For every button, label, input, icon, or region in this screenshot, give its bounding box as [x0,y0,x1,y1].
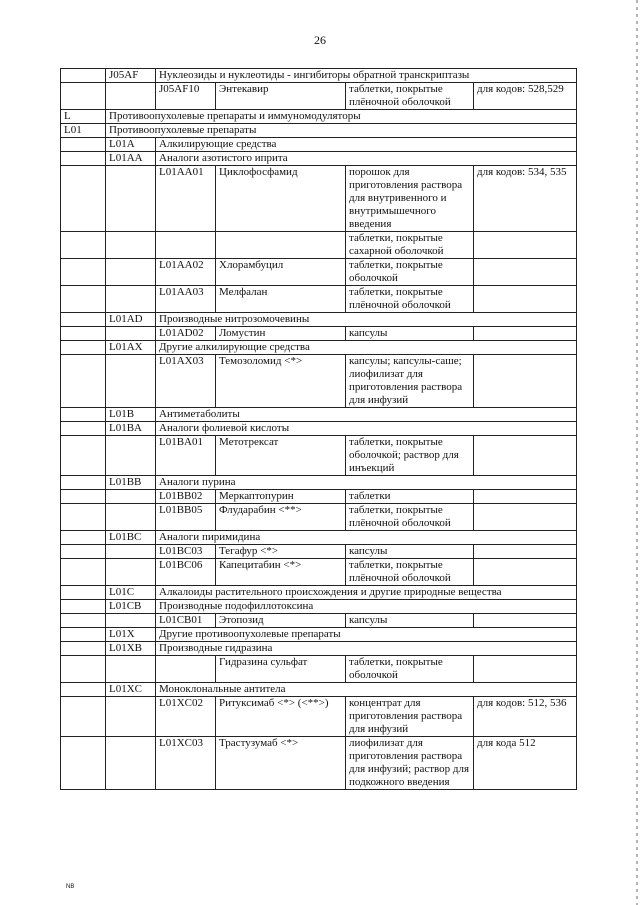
cell-c0 [61,138,106,152]
cell-c0 [61,600,106,614]
cell-c4: капсулы [346,545,474,559]
cell-c5 [474,355,577,408]
cell-c2: L01XC03 [156,737,216,790]
table-row [61,408,577,422]
table-row [61,559,577,586]
drug-table [60,68,577,790]
cell-c0 [61,232,106,259]
table-row [61,138,577,152]
cell-c3: Темозоломид <*> [216,355,346,408]
cell-c0 [61,545,106,559]
cell-c1 [106,327,156,341]
cell-c1 [106,559,156,586]
table-row [61,152,577,166]
cell-c2: L01AX03 [156,355,216,408]
cell-c5 [474,504,577,531]
cell-c1 [106,504,156,531]
cell-c3: Этопозид [216,614,346,628]
cell-c4: таблетки, покрытые оболочкой; раствор для инъекций [346,436,474,476]
cell-c0 [61,683,106,697]
cell-c0 [61,83,106,110]
cell-c3: Хлорамбуцил [216,259,346,286]
cell-c4: таблетки, покрытые оболочкой [346,259,474,286]
cell-c0 [61,436,106,476]
cell-c0: L01 [61,124,106,138]
cell-c3: Ритуксимаб <*> (<**>) [216,697,346,737]
cell-c2: L01BC03 [156,545,216,559]
cell-c1: L01XC [106,683,156,697]
cell-c4: лиофилизат для приготовления раствора для инфузий; раствор для подкожного введения [346,737,474,790]
cell-c1 [106,355,156,408]
cell-c2: L01AA01 [156,166,216,232]
page-number: 26 [314,33,326,47]
group-title-cell: Производные гидразина [156,642,577,656]
cell-c5 [474,490,577,504]
cell-c0 [61,642,106,656]
cell-c3: Метотрексат [216,436,346,476]
cell-c5 [474,259,577,286]
cell-c4: капсулы [346,327,474,341]
group-title-cell: Аналоги фолиевой кислоты [156,422,577,436]
cell-c0 [61,422,106,436]
cell-c0 [61,286,106,313]
table-row [61,697,577,737]
table-row [61,69,577,83]
cell-c4: таблетки, покрытые плёночной оболочкой [346,504,474,531]
cell-c1: L01BC [106,531,156,545]
cell-c0 [61,614,106,628]
cell-c0 [61,166,106,232]
table-row [61,232,577,259]
cell-c2: L01BA01 [156,436,216,476]
cell-c1 [106,286,156,313]
cell-c3: Ломустин [216,327,346,341]
table-row [61,110,577,124]
cell-c3: Гидразина сульфат [216,656,346,683]
cell-c5 [474,286,577,313]
table-row [61,124,577,138]
page-edge [636,0,638,905]
table-row [61,504,577,531]
cell-c2 [156,656,216,683]
cell-c1 [106,614,156,628]
cell-c3: Меркаптопурин [216,490,346,504]
cell-c3 [216,232,346,259]
cell-c1: J05AF [106,69,156,83]
cell-c3: Мелфалан [216,286,346,313]
group-title-cell: Антиметаболиты [156,408,577,422]
table-row [61,327,577,341]
group-title-cell: Другие противоопухолевые препараты [156,628,577,642]
cell-c1 [106,656,156,683]
cell-c2: J05AF10 [156,83,216,110]
table-row [61,656,577,683]
table-row [61,642,577,656]
group-title-cell: Алкалоиды растительного происхождения и другие природные вещества [156,586,577,600]
cell-c1: L01X [106,628,156,642]
cell-c4: таблетки, покрытые плёночной оболочкой [346,559,474,586]
cell-c0 [61,259,106,286]
cell-c1: L01XB [106,642,156,656]
cell-c0 [61,737,106,790]
cell-c2: L01AA02 [156,259,216,286]
cell-c1: L01CB [106,600,156,614]
table-row [61,737,577,790]
cell-c2: L01BB02 [156,490,216,504]
group-title-cell: Аналоги пиримидина [156,531,577,545]
cell-c2: L01BC06 [156,559,216,586]
cell-c5 [474,232,577,259]
cell-c5: для кодов: 534, 535 [474,166,577,232]
cell-c1: L01BA [106,422,156,436]
cell-c1 [106,697,156,737]
cell-c0 [61,490,106,504]
table-row [61,355,577,408]
table-row [61,545,577,559]
cell-c1: L01BB [106,476,156,490]
cell-c1 [106,83,156,110]
cell-c0 [61,504,106,531]
group-title-cell: Нуклеозиды и нуклеотиды - ингибиторы обратной транскриптазы [156,69,577,83]
table-row [61,614,577,628]
cell-c0 [61,656,106,683]
cell-c0: L [61,110,106,124]
cell-c4: таблетки [346,490,474,504]
table-row [61,586,577,600]
group-title-cell: Аналоги азотистого иприта [156,152,577,166]
cell-c0 [61,69,106,83]
cell-c5 [474,656,577,683]
table-row [61,628,577,642]
cell-c1: L01AD [106,313,156,327]
cell-c3: Энтекавир [216,83,346,110]
cell-c0 [61,355,106,408]
cell-c1: L01B [106,408,156,422]
cell-c5: для кодов: 528,529 [474,83,577,110]
table-row [61,683,577,697]
cell-c4: капсулы [346,614,474,628]
table-row [61,422,577,436]
cell-c0 [61,586,106,600]
cell-c3: Трастузумаб <*> [216,737,346,790]
cell-c0 [61,327,106,341]
table-row [61,476,577,490]
group-title-cell: Производные подофиллотоксина [156,600,577,614]
table-row [61,286,577,313]
cell-c4: концентрат для приготовления раствора для инфузий [346,697,474,737]
cell-c5 [474,436,577,476]
cell-c5 [474,559,577,586]
cell-c3: Капецитабин <*> [216,559,346,586]
cell-c5 [474,545,577,559]
cell-c2: L01CB01 [156,614,216,628]
table-row [61,313,577,327]
cell-c0 [61,341,106,355]
cell-c0 [61,628,106,642]
cell-c0 [61,313,106,327]
group-title-cell: Другие алкилирующие средства [156,341,577,355]
cell-c3: Флударабин <**> [216,504,346,531]
cell-c1 [106,259,156,286]
cell-c4: таблетки, покрытые плёночной оболочкой [346,83,474,110]
cell-c1 [106,436,156,476]
group-title-cell: Алкилирующие средства [156,138,577,152]
cell-c4: капсулы; капсулы-саше; лиофилизат для приготовления раствора для инфузий [346,355,474,408]
cell-c1: L01AX [106,341,156,355]
cell-c1 [106,232,156,259]
table-row [61,600,577,614]
cell-c5: для кода 512 [474,737,577,790]
group-title-cell: Моноклональные антитела [156,683,577,697]
table-row [61,83,577,110]
cell-c3: Циклофосфамид [216,166,346,232]
cell-c2: L01AD02 [156,327,216,341]
cell-c0 [61,531,106,545]
cell-c0 [61,697,106,737]
cell-c4: таблетки, покрытые сахарной оболочкой [346,232,474,259]
cell-c4: таблетки, покрытые оболочкой [346,656,474,683]
cell-c0 [61,152,106,166]
cell-c1: L01AA [106,152,156,166]
table-row [61,490,577,504]
cell-c1 [106,166,156,232]
cell-c4: порошок для приготовления раствора для внутривенного и внутримышечного введения [346,166,474,232]
cell-c4: таблетки, покрытые плёночной оболочкой [346,286,474,313]
cell-c0 [61,476,106,490]
drug-table-body [61,69,577,790]
group-title-cell: Противоопухолевые препараты и иммуномодуляторы [106,110,577,124]
cell-c2 [156,232,216,259]
cell-c0 [61,408,106,422]
cell-c3: Тегафур <*> [216,545,346,559]
cell-c2: L01BB05 [156,504,216,531]
cell-c5 [474,614,577,628]
cell-c1: L01C [106,586,156,600]
table-row [61,436,577,476]
group-title-cell: Противоопухолевые препараты [106,124,577,138]
cell-c1 [106,490,156,504]
cell-c5 [474,327,577,341]
table-row [61,166,577,232]
cell-c1 [106,545,156,559]
cell-c1: L01A [106,138,156,152]
group-title-cell: Производные нитрозомочевины [156,313,577,327]
cell-c2: L01XC02 [156,697,216,737]
cell-c0 [61,559,106,586]
table-row [61,341,577,355]
cell-c1 [106,737,156,790]
cell-c5: для кодов: 512, 536 [474,697,577,737]
group-title-cell: Аналоги пурина [156,476,577,490]
cell-c2: L01AA03 [156,286,216,313]
footer-mark: NB [66,884,75,890]
table-row [61,531,577,545]
table-row [61,259,577,286]
